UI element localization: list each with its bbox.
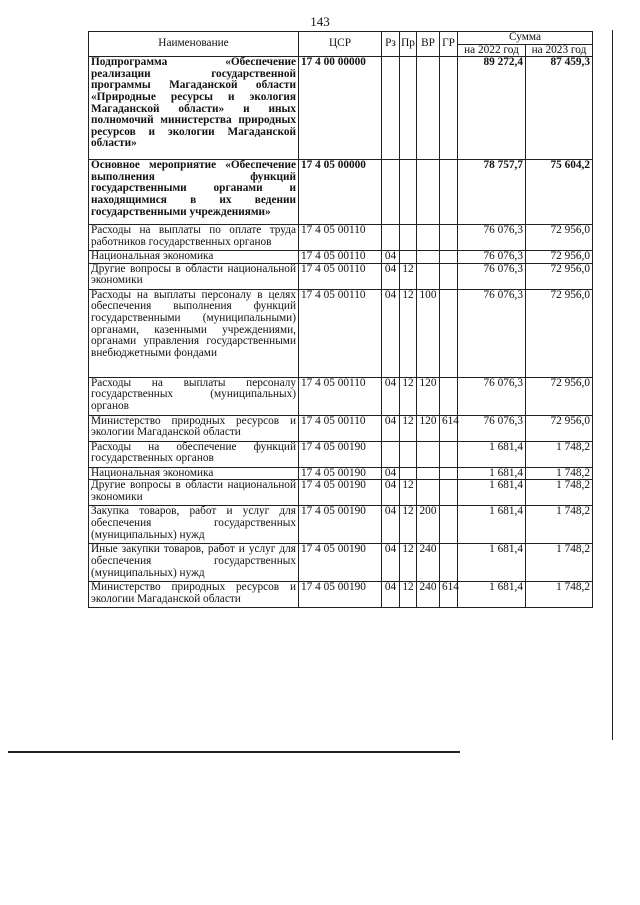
row-pr [400,467,417,480]
table-row [89,582,593,608]
row-gr: 614 [440,582,458,608]
row-rz: 04 [382,377,400,415]
row-amount-2023: 1 748,2 [526,467,593,480]
row-vr: 240 [417,544,440,582]
row-amount-2023: 1 748,2 [526,582,593,608]
row-csr: 17 4 05 00110 [299,263,382,289]
row-rz: 04 [382,506,400,544]
row-amount-2023: 72 956,0 [526,289,593,377]
row-rz: 04 [382,582,400,608]
row-amount-2022: 76 076,3 [458,225,526,251]
row-amount-2022: 78 757,7 [458,160,526,225]
row-name: Министерство природных ресурсов и экологии Магаданской области [89,582,299,608]
header-gr: ГР [440,32,458,57]
row-csr: 17 4 05 00000 [299,160,382,225]
table-row [89,544,593,582]
row-pr: 12 [400,506,417,544]
row-name: Другие вопросы в области национальной экономики [89,263,299,289]
row-name: Основное мероприятие «Обеспечение выполнения функций государственными органами и находящимися в их ведении государственными учреждениями» [89,160,299,225]
row-name: Расходы на обеспечение функций государственных органов [89,441,299,467]
row-gr [440,263,458,289]
row-vr: 100 [417,289,440,377]
header-csr: ЦСР [299,32,382,57]
row-vr: 240 [417,582,440,608]
row-pr [400,225,417,251]
row-rz: 04 [382,415,400,441]
table-row [89,263,593,289]
row-vr [417,480,440,506]
table-row [89,480,593,506]
row-rz [382,441,400,467]
row-name: Подпрограмма «Обеспечение реализации государственной программы Магаданской области «Природные ресурсы и экология Магаданской области» и иных полномочий министерства природных ресурсов и экологии Магаданской области» [89,57,299,160]
table-row [89,225,593,251]
row-name: Иные закупки товаров, работ и услуг для обеспечения государственных (муниципальных) нужд [89,544,299,582]
row-rz: 04 [382,289,400,377]
row-amount-2022: 1 681,4 [458,467,526,480]
budget-table [88,31,593,608]
row-csr: 17 4 05 00190 [299,582,382,608]
row-vr [417,57,440,160]
row-rz: 04 [382,544,400,582]
row-gr [440,377,458,415]
row-csr: 17 4 05 00190 [299,544,382,582]
row-amount-2022: 76 076,3 [458,263,526,289]
row-gr [440,57,458,160]
row-rz: 04 [382,251,400,264]
row-rz: 04 [382,480,400,506]
row-gr [440,225,458,251]
row-name: Национальная экономика [89,251,299,264]
row-amount-2022: 76 076,3 [458,415,526,441]
row-name: Закупка товаров, работ и услуг для обеспечения государственных (муниципальных) нужд [89,506,299,544]
row-rz [382,160,400,225]
header-pr: Пр [400,32,417,57]
table-row [89,415,593,441]
row-gr [440,467,458,480]
header-year-2022: на 2022 год [458,44,526,57]
row-rz [382,225,400,251]
row-pr: 12 [400,480,417,506]
row-vr [417,251,440,264]
row-csr: 17 4 05 00190 [299,467,382,480]
row-csr: 17 4 05 00110 [299,415,382,441]
table-row [89,467,593,480]
row-amount-2023: 72 956,0 [526,415,593,441]
row-pr [400,251,417,264]
row-pr: 12 [400,377,417,415]
table-row [89,251,593,264]
row-vr [417,441,440,467]
row-gr [440,251,458,264]
row-name: Расходы на выплаты персоналу государственных (муниципальных) органов [89,377,299,415]
row-name: Другие вопросы в области национальной экономики [89,480,299,506]
row-vr: 120 [417,415,440,441]
row-amount-2022: 1 681,4 [458,544,526,582]
row-csr: 17 4 00 00000 [299,57,382,160]
row-gr [440,544,458,582]
row-rz: 04 [382,263,400,289]
row-csr: 17 4 05 00110 [299,289,382,377]
table-row [89,289,593,377]
row-amount-2023: 75 604,2 [526,160,593,225]
row-pr: 12 [400,415,417,441]
row-name: Расходы на выплаты персоналу в целях обеспечения выполнения функций государственными (муниципальными) органами, казенными учреждениями, органами управления государственными внебюджетными фондами [89,289,299,377]
row-amount-2023: 72 956,0 [526,251,593,264]
row-amount-2023: 72 956,0 [526,225,593,251]
header-vr: ВР [417,32,440,57]
table-row [89,377,593,415]
row-gr [440,441,458,467]
table-row [89,57,593,160]
bottom-rule [8,751,460,753]
row-vr: 120 [417,377,440,415]
header-name: Наименование [89,32,299,57]
row-amount-2022: 89 272,4 [458,57,526,160]
row-amount-2023: 1 748,2 [526,480,593,506]
row-rz [382,57,400,160]
row-gr: 614 [440,415,458,441]
row-csr: 17 4 05 00110 [299,225,382,251]
row-amount-2022: 76 076,3 [458,289,526,377]
row-vr [417,160,440,225]
row-rz: 04 [382,467,400,480]
row-vr: 200 [417,506,440,544]
table-body [89,57,593,608]
row-amount-2022: 76 076,3 [458,377,526,415]
row-pr [400,160,417,225]
row-vr [417,263,440,289]
row-amount-2023: 1 748,2 [526,544,593,582]
row-amount-2022: 1 681,4 [458,441,526,467]
row-name: Расходы на выплаты по оплате труда работников государственных органов [89,225,299,251]
row-pr: 12 [400,263,417,289]
row-amount-2023: 72 956,0 [526,263,593,289]
header-year-2023: на 2023 год [526,44,593,57]
row-amount-2023: 1 748,2 [526,506,593,544]
row-csr: 17 4 05 00110 [299,251,382,264]
header-rz: Рз [382,32,400,57]
table-row [89,506,593,544]
page-number: 143 [310,14,330,29]
row-pr [400,441,417,467]
row-amount-2023: 1 748,2 [526,441,593,467]
row-gr [440,289,458,377]
row-pr: 12 [400,544,417,582]
row-csr: 17 4 05 00190 [299,480,382,506]
scan-right-edge-line [612,30,613,740]
row-name: Министерство природных ресурсов и экологии Магаданской области [89,415,299,441]
row-vr [417,225,440,251]
row-vr [417,467,440,480]
row-gr [440,506,458,544]
row-csr: 17 4 05 00190 [299,506,382,544]
row-pr [400,57,417,160]
row-amount-2022: 1 681,4 [458,582,526,608]
row-pr: 12 [400,289,417,377]
row-amount-2023: 72 956,0 [526,377,593,415]
table-row [89,160,593,225]
row-gr [440,160,458,225]
row-name: Национальная экономика [89,467,299,480]
row-csr: 17 4 05 00110 [299,377,382,415]
row-amount-2022: 1 681,4 [458,506,526,544]
row-csr: 17 4 05 00190 [299,441,382,467]
row-amount-2023: 87 459,3 [526,57,593,160]
row-gr [440,480,458,506]
row-pr: 12 [400,582,417,608]
row-amount-2022: 1 681,4 [458,480,526,506]
table-row [89,441,593,467]
header-sum: Сумма [458,32,593,45]
row-amount-2022: 76 076,3 [458,251,526,264]
